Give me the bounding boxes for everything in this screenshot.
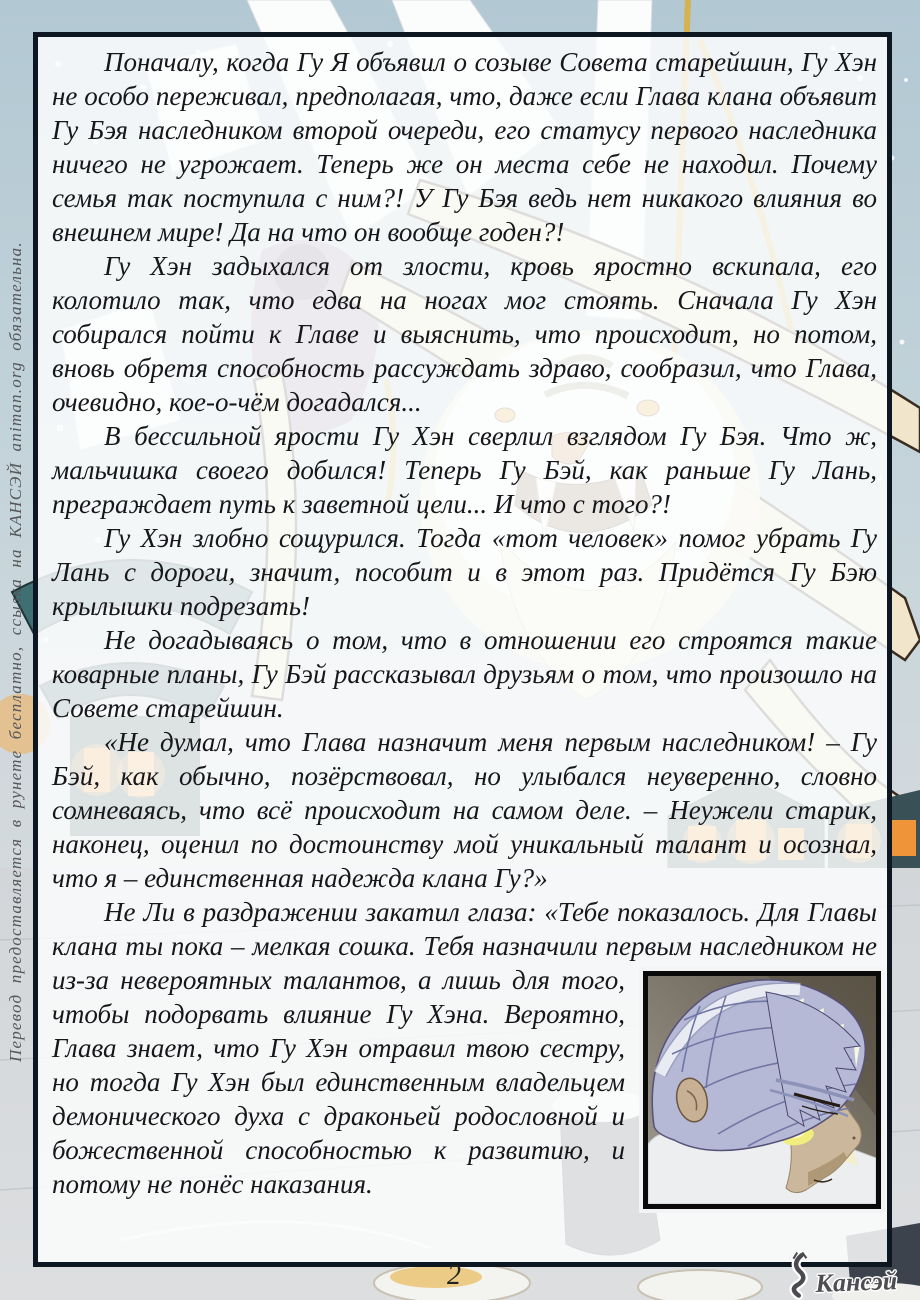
paragraph-7 [52,895,877,1201]
translator-credit: Перевод предоставляется в рунете бесплатно, ссылка на КАНСЭЙ animan.org обязательна. [6,241,25,1062]
paragraph-7-text-end: из-за невероятных талантов, а лишь для того, чтобы подорвать влияние Гу Хэна. Вероятно, Глава знает, что Гу Хэн отравил твою сестру, но тогда Гу Хэн был единственным владельцем демонического духа с драконьей родословной и божественной способностью к развитию, и потому не понёс наказания. [52,965,625,1199]
paragraph-2: Гу Хэн задыхался от злости, кровь яростно вскипала, его колотило так, что едва на ногах мог стоять. Сначала Гу Хэн собирался пойти к Главе и выяснить, что происходит, но потом, вновь обретя способность рассуждать здраво, сообразил, что Глава, очевидно, кое-о-чём догадался... [52,251,877,417]
paragraph-3: В бессильной ярости Гу Хэн сверлил взглядом Гу Бэя. Что ж, мальчишка своего добился! Теперь Гу Бэй, как раньше Гу Лань, преграждает путь к заветной цели... И что с того?! [52,421,877,519]
paragraph-6: «Не думал, что Глава назначит меня первым наследником! – Гу Бэй, как обычно, позёрствовал, но улыбался неуверенно, словно сомневаясь, что всё происходит на самом деле. – Неужели старик, наконец, оценил по достоинству мой уникальный талант и осознал, что я – единственная надежда клана Гу?» [52,727,877,893]
kansei-watermark [787,1248,897,1300]
paragraph-7-text-start: Не Ли в раздражении закатил глаза: «Тебе показалось. Для Главы клана ты пока – мелкая сошка. Тебя назначили первым наследником не [52,897,877,961]
character-portrait-panel [639,967,885,1213]
paragraph-4: Гу Хэн злобно сощурился. Тогда «тот человек» помог убрать Гу Лань с дороги, значит, пособит и в этот раз. Придётся Гу Бэю крылышки подрезать! [52,523,877,621]
kansei-logo-glyph [787,1251,815,1300]
paragraph-5: Не догадываясь о том, что в отношении его строятся такие коварные планы, Гу Бэй рассказывал друзьям о том, что произошло на Совете старейшин. [52,625,877,723]
text-frame [33,32,892,1267]
paragraph-1: Поначалу, когда Гу Я объявил о созыве Совета старейшин, Гу Хэн не особо переживал, предполагая, что, даже если Глава клана объявит Гу Бэя наследником второй очереди, его статусу первого наследника ничего не угрожает. Теперь же он места себе не находил. Почему семья так поступила с ним?! У Гу Бэя ведь нет никакого влияния во внешнем мире! Да на что он вообще годен?! [52,47,877,247]
page-number: 2 [447,1260,461,1291]
kansei-logo-text: Кансэй [814,1266,898,1298]
character-portrait [643,971,881,1209]
